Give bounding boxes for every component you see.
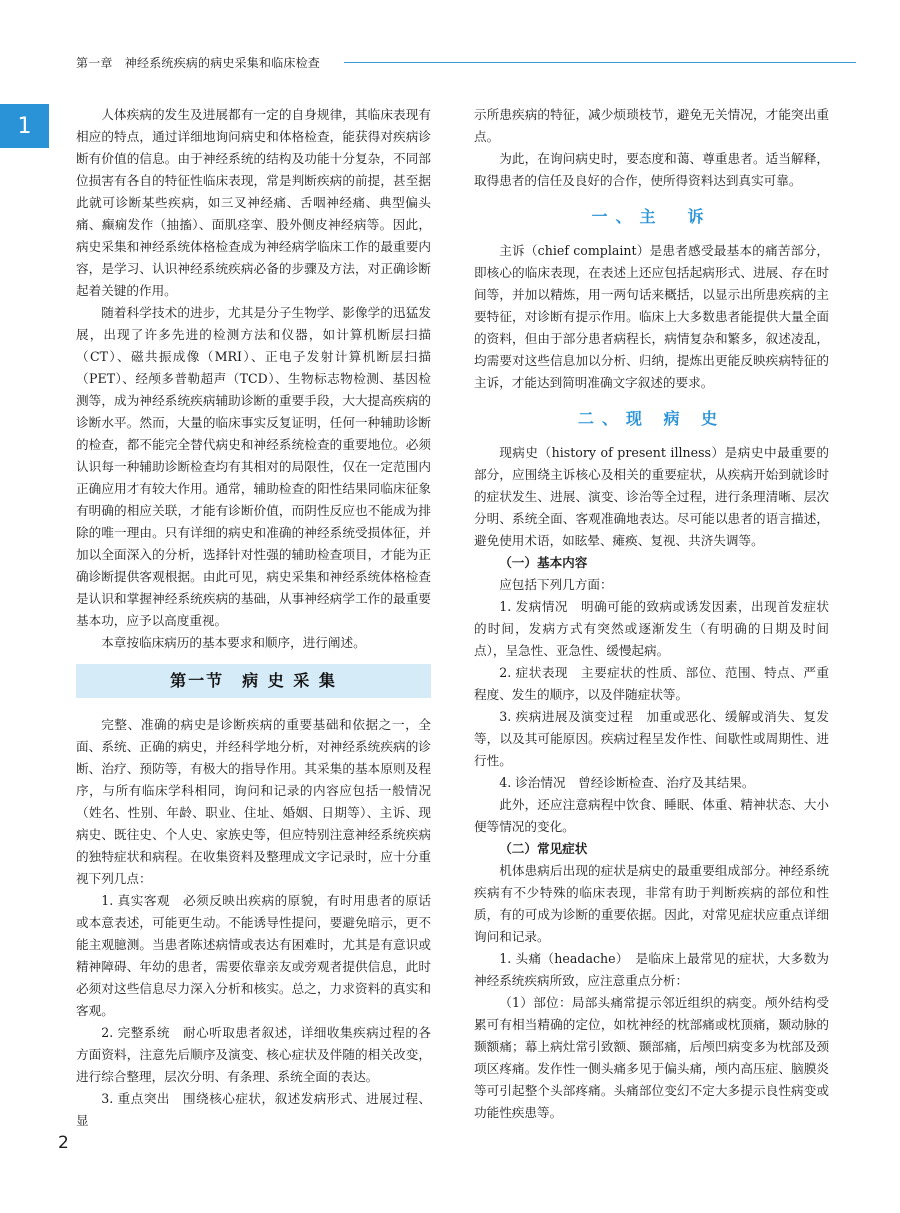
sub-heading-symptoms: （二）常见症状 [499,841,588,856]
paragraph: 2. 完整系统 耐心听取患者叙述，详细收集疾病过程的各方面资料，注意先后顺序及演变、核心症状及伴随的相关改变，进行综合整理，层次分明、有条理、系统全面的表达。 [76,1025,431,1084]
paragraph: 完整、准确的病史是诊断疾病的重要基础和依据之一，全面、系统、正确的病史，并经科学地分析，对神经系统疾病的诊断、治疗、预防等，有极大的指导作用。其采集的基本原则及程序，与所有临床学科相同，询问和记录的内容应包括一般情况（姓名、性别、年龄、职业、住址、婚姻、日期等）、主诉、现病史、既往史、个人史、家族史等，但应特别注意神经系统疾病的独特症状和病程。在收集资料及整理成文字记录时，应十分重视下列几点： [76,717,431,886]
list-item: 3. 疾病进展及演变过程 加重或恶化、缓解或消失、复发等，以及其可能原因。疾病过程呈发作性、间歇性或周期性、进行性。 [474,709,829,768]
right-column [474,104,829,1124]
paragraph: 此外，还应注意病程中饮食、睡眠、体重、精神状态、大小便等情况的变化。 [474,797,829,834]
chapter-tab: 1 [0,104,49,148]
paragraph: （1）部位：局部头痛常提示邻近组织的病变。颅外结构受累可有相当精确的定位，如枕神经的枕部痛或枕顶痛，颞动脉的颞额痛；幕上病灶常引致额、颞部痛，后颅凹病变多为枕部及颈项区疼痛。发作性一侧头痛多见于偏头痛，颅内高压症、脑膜炎等可引起整个头部疼痛。头痛部位变幻不定大多提示良性病变或功能性疾患等。 [474,995,829,1120]
paragraph: 3. 重点突出 围绕核心症状，叙述发病形式、进展过程、显 [76,1091,431,1128]
paragraph: 人体疾病的发生及进展都有一定的自身规律，其临床表现有相应的特点，通过详细地询问病史和体格检查，能获得对疾病诊断有价值的信息。由于神经系统的结构及功能十分复杂，不同部位损害有各自的特征性临床表现，常是判断疾病的前提，甚至据此就可诊断某些疾病，如三叉神经痛、舌咽神经痛、典型偏头痛、癫痫发作（抽搐）、面肌痉挛、股外侧皮神经病等。因此，病史采集和神经系统体格检查成为神经病学临床工作的最重要内容，是学习、认识神经系统疾病必备的步骤及方法，对正确诊断起着关键的作用。 [76,107,431,298]
paragraph: 随着科学技术的进步，尤其是分子生物学、影像学的迅猛发展，出现了许多先进的检测方法和仪器，如计算机断层扫描（CT）、磁共振成像（MRI）、正电子发射计算机断层扫描（PET）、经颅多普勒超声（TCD）、生物标志物检测、基因检测等，成为神经系统疾病辅助诊断的重要手段，大大提高疾病的诊断水平。然而，大量的临床事实反复证明，任何一种辅助诊断的检查，都不能完全替代病史和神经系统检查的重要地位。必须认识每一种辅助诊断检查均有其相对的局限性，仅在一定范围内正确应用才有较大作用。通常，辅助检查的阳性结果同临床征象有明确的相应关联，才能有诊断价值，而阴性反应也不能成为排除的唯一理由。只有详细的病史和准确的神经系统受损体征，并加以全面深入的分析，选择针对性强的辅助检查项目，才能为正确诊断提供客观根据。由此可见，病史采集和神经系统体格检查是认识和掌握神经系统疾病的基础，从事神经病学工作的最重要基本功，应予以高度重视。 [76,305,431,628]
paragraph: 主诉（chief complaint）是患者感受最基本的痛苦部分，即核心的临床表现，在表述上还应包括起病形式、进展、存在时间等，并加以精炼，用一两句话来概括，以显示出所患疾病的主要特征，对诊断有提示作用。临床上大多数患者能提供大量全面的资料，但由于部分患者病程长，病情复杂和繁多，叙述凌乱，均需要对这些信息加以分析、归纳，提炼出更能反映疾病特征的主诉，才能达到简明准确文字叙述的要求。 [474,243,829,390]
left-column [76,104,431,1132]
sub-heading-basic: （一）基本内容 [499,555,588,570]
list-item: 2. 症状表现 主要症状的性质、部位、范围、特点、严重程度、发生的顺序，以及伴随症状等。 [474,665,829,702]
page-number: 2 [58,1133,69,1153]
heading-present-illness: 二、现 病 史 [577,409,726,428]
paragraph: 本章按临床病历的基本要求和顺序，进行阐述。 [101,635,366,650]
paragraph: 1. 头痛（headache） 是临床上最常见的症状，大多数为神经系统疾病所致，应注意重点分析： [474,951,829,988]
paragraph: 1. 真实客观 必须反映出疾病的原貌，有时用患者的原话或本意表述，可能更生动。不能诱导性提问，要避免暗示，更不能主观臆测。当患者陈述病情或表达有困难时，尤其是有意识或精神障碍、年幼的患者，需要依靠亲友或旁观者提供信息，此时必须对这些信息尽力深入分析和核实。总之，力求资料的真实和客观。 [76,893,431,1018]
paragraph: 为此，在询问病史时，要态度和蔼、尊重患者。适当解释，取得患者的信任及良好的合作，使所得资料达到真实可靠。 [474,151,829,188]
heading-chief-complaint: 一、主 诉 [591,207,712,226]
paragraph-continuation: 示所患疾病的特征，减少烦琐枝节，避免无关情况，才能突出重点。 [474,107,829,144]
running-header [76,51,856,73]
running-title: 第一章 神经系统疾病的病史采集和临床检查 [76,55,321,70]
header-rule [344,62,856,63]
list-item: 4. 诊治情况 曾经诊断检查、治疗及其结果。 [499,775,755,790]
paragraph: 机体患病后出现的症状是病史的最重要组成部分。神经系统疾病有不少特殊的临床表现，非常有助于判断疾病的部位和性质，有的可成为诊断的重要依据。因此，对常见症状应重点详细询问和记录。 [474,863,829,944]
paragraph: 应包括下列几方面： [499,577,613,592]
paragraph: 现病史（history of present illness）是病史中最重要的部分，应围绕主诉核心及相关的重要症状，从疾病开始到就诊时的症状发生、进展、演变、诊治等全过程，进行条理清晰、层次分明、系统全面、客观准确地表达。尽可能以患者的语言描述，避免使用术语，如眩晕、瘫痪、复视、共济失调等。 [474,445,829,548]
list-item: 1. 发病情况 明确可能的致病或诱发因素，出现首发症状的时间，发病方式有突然或逐渐发生（有明确的日期及时间点），呈急性、亚急性、缓慢起病。 [474,599,829,658]
section-heading: 第一节 病 史 采 集 [76,664,431,698]
